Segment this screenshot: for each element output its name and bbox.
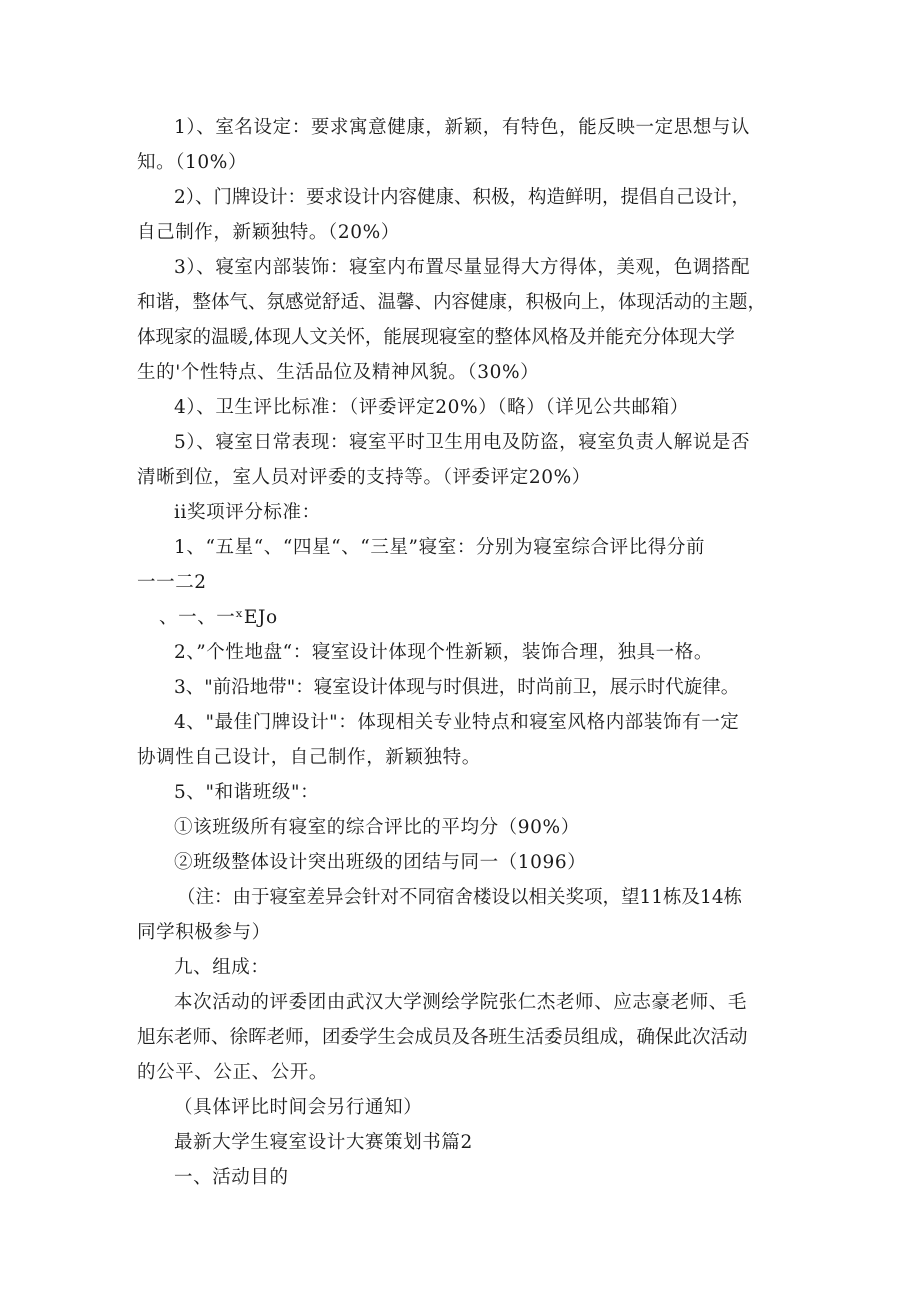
text-line: 3）、寝室内部装饰：寝室内布置尽量显得大方得体，美观，色调搭配 [174,257,751,278]
text-line: （注：由于寝室差异会针对不同宿舍楼设以相关奖项，望11栋及14栋 [177,887,743,908]
note-paragraph [137,880,787,950]
article-title [137,1125,787,1160]
text-line: 旭东老师、徐晖老师，团委学生会成员及各班生活委员组成，确保此次活动 [137,1027,748,1048]
criteria-door-plate [137,180,787,250]
garbled-line [137,600,787,635]
text-line: ①该班级所有寝室的综合评比的平均分（90%） [174,817,580,838]
text-line: ②班级整体设计突出班级的团结与同一（1096） [174,852,587,873]
text-line: 清晰到位，室人员对评委的支持等。（评委评定20%） [137,467,591,488]
text-line: 一、活动目的 [174,1167,289,1188]
text-line: （具体评比时间会另行通知） [174,1097,423,1118]
criteria-daily-performance [137,425,787,495]
award-personality [137,635,787,670]
text-line: 同学积极参与） [137,922,271,943]
text-line: 协调性自己设计，自己制作，新颖独特。 [137,747,481,768]
text-line: 和谐，整体气、氛感觉舒适、温馨、内容健康，积极向上，体现活动的主题， [137,292,767,313]
text-line: 知。（10%） [137,152,248,173]
award-criteria-heading [137,495,787,530]
award-frontier [137,670,787,705]
text-line: 自己制作，新颖独特。（20%） [137,222,400,243]
text-line: ii奖项评分标准： [174,502,321,523]
text-line: 4）、卫生评比标准：（评委评定20%）（略）（详见公共邮箱） [174,397,689,418]
award-harmonious-class [137,775,787,810]
section-heading-composition [137,950,787,985]
document-body [137,110,787,1195]
schedule-note [137,1090,787,1125]
section-heading-purpose [137,1160,787,1195]
text-line: 1）、室名设定：要求寓意健康，新颖，有特色，能反映一定思想与认 [174,117,751,138]
text-line: 九、组成： [174,957,270,978]
text-line: 2、”个性地盘“：寝室设计体现个性新颖，装饰合理，独具一格。 [174,642,713,663]
text-line: 的公平、公正、公开。 [137,1062,329,1083]
text-line: 一一二2 [137,572,207,593]
harmonious-class-item-1 [137,810,787,845]
text-line: 3、"前沿地带"：寝室设计体现与时俱进，时尚前卫，展示时代旋律。 [174,677,740,698]
criteria-room-name [137,110,787,180]
text-line: 4、"最佳门牌设计"：体现相关专业特点和寝室风格内部装饰有一定 [174,712,740,733]
harmonious-class-item-2 [137,845,787,880]
text-line: 本次活动的评委团由武汉大学测绘学院张仁杰老师、应志豪老师、毛 [174,992,748,1013]
criteria-hygiene [137,390,787,425]
judges-paragraph [137,985,787,1090]
award-best-door-plate [137,705,787,775]
text-line: 5、"和谐班级"： [174,782,320,803]
text-line: 体现家的温暖,体现人文关怀，能展现寝室的整体风格及并能充分体现大学 [137,327,735,348]
text-line: 、一、一ˣEJo [159,607,278,628]
text-line: 5）、寝室日常表现：寝室平时卫生用电及防盗，寝室负责人解说是否 [174,432,751,453]
award-star-dorm [137,530,787,600]
text-line: 最新大学生寝室设计大赛策划书篇2 [174,1132,473,1153]
text-line: 1、“五星“、“四星“、“三星”寝室：分别为寝室综合评比得分前 [174,537,706,558]
text-line: 2）、门牌设计：要求设计内容健康、积极，构造鲜明，提倡自己设计， [174,187,751,208]
criteria-interior-decoration [137,250,787,390]
text-line: 生的'个性特点、生活品位及精神风貌。（30%） [137,362,540,383]
